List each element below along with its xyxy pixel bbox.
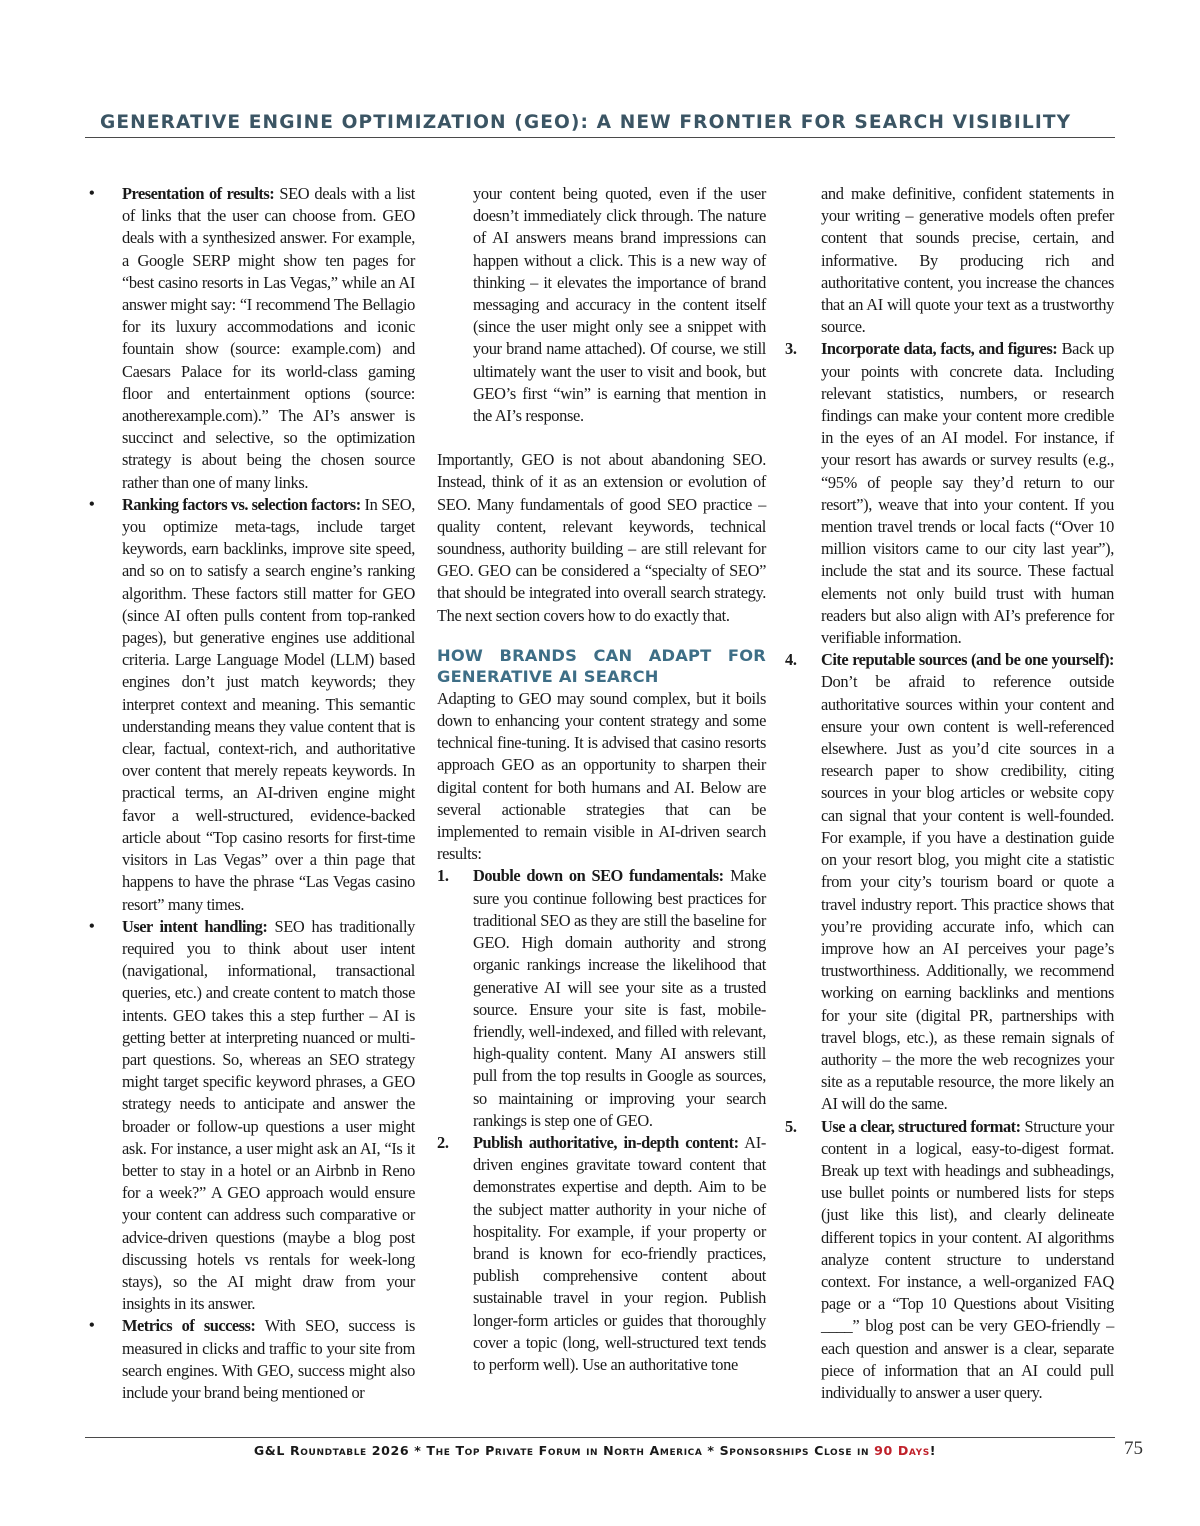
continued-text: and make definitive, confident statements in your writing – generative models often prefer content that sounds precise, certain, and informative. By producing rich and authoritative content, you increase the chances that an AI will quote your text as a trustworthy source. [821, 184, 1114, 337]
bullet-lead: Presentation of results: [122, 184, 275, 203]
footer-banner [165, 1443, 1025, 1458]
numbered-item [785, 649, 1114, 1115]
section-heading: HOW BRANDS CAN ADAPT FOR GENERATIVE AI SEARCH [437, 645, 766, 686]
item-text: AI-driven engines gravitate toward content that demonstrates expertise and depth. Aim to be the subject matter authority in your niche of hospitality. For example, if your property or brand is known for eco-friendly practices, publish comprehensive content about sustainable travel in your region. Publish longer-form articles or guides that thoroughly cover a topic (long, well-structured text tends to perform well). Use an authoritative tone [473, 1132, 767, 1374]
page-number: 75 [1124, 1438, 1143, 1459]
footer-divider [85, 1437, 1115, 1438]
bullet-text: SEO has traditionally required you to think about user intent (navigational, informational, transactional queries, etc.) and create content to match those intents. GEO takes this a step further – AI is getting better at interpreting nuanced or multi-part questions. So, whereas an SEO strategy might target specific keyword phrases, a GEO strategy needs to anticipate and answer the broader or follow-up questions a user might ask. For instance, a user might ask an AI, “Is it better to stay in a hotel or an Airbnb in Reno for a week?” A GEO approach would ensure your content can address such comparative or advice-driven questions (maybe a blog post discussing hotels vs rentals for week-long stays), so the AI might draw from your insights in its answer. [122, 916, 415, 1314]
bullet-text: With SEO, success is measured in clicks and traffic to your site from search engines. With GEO, success might also include your brand being mentioned or [122, 1316, 415, 1402]
numbered-item [437, 865, 766, 1131]
bullet-item [86, 494, 415, 916]
page-header-title: GENERATIVE ENGINE OPTIMIZATION (GEO): A NEW FRONTIER FOR SEARCH VISIBILITY [100, 112, 1072, 133]
bullet-item [86, 1315, 415, 1404]
footer-text-start: G&L Roundtable 2026 * The Top Private Forum in North America * Sponsorships Close in [253, 1443, 875, 1458]
item-text: Back up your points with concrete data. Including relevant statistics, numbers, or research findings can make your content more credible in the eyes of an AI model. For instance, if your resort has awards or survey results (e.g., “95% of people say they’d return to our resort”), weave that into your content. If you mention travel trends or local facts (“Over 10 million visitors came to our city last year”), include the stat and its source. These factual elements not only build trust with human readers but also align with AI’s preference for verifiable information. [821, 339, 1114, 648]
intro-paragraph: Adapting to GEO may sound complex, but it boils down to enhancing your content strategy and some technical fine-tuning. It is advised that casino resorts approach GEO as an opportunity to sharpen their digital content for both humans and AI. Below are several actionable strategies that can be implemented to remain visible in AI-driven search results: [437, 688, 766, 864]
bullet-lead: Metrics of success: [122, 1316, 256, 1336]
bullet-lead: Ranking factors vs. selection factors: [122, 494, 361, 514]
item-lead: Double down on SEO fundamentals: [473, 866, 724, 886]
bullet-item [86, 916, 415, 1316]
continued-text: your content being quoted, even if the user doesn’t immediately click through. The nature of AI answers means brand impressions can happen without a click. This is a new way of thinking – it elevates the importance of brand messaging and accuracy in the content itself (since the user might only see a snippet with your brand name attached). Of course, we still ultimately want the user to visit and book, but GEO’s first “win” is earning that mention in the AI’s response. [473, 184, 766, 426]
numbered-item [785, 1116, 1114, 1405]
bullet-item [86, 183, 415, 494]
footer-highlight: 90 Days [874, 1443, 930, 1458]
item-number: 5. [785, 1116, 797, 1136]
item-lead: Use a clear, structured format: [821, 1116, 1021, 1136]
item-number: 3. [785, 339, 797, 359]
numbered-item [437, 1132, 766, 1376]
body-paragraph: Importantly, GEO is not about abandoning SEO. Instead, think of it as an extension or evolution of SEO. Many fundamentals of good SEO practice – quality content, relevant keywords, technical soundness, authority building – are still relevant for GEO. GEO can be considered a “specialty of SEO” that should be integrated into overall search strategy. The next section covers how to do exactly that. [437, 450, 766, 625]
bullet-marker: • [89, 1317, 95, 1335]
bullet-marker: • [89, 185, 95, 202]
column-2 [437, 183, 766, 1376]
column-3 [785, 183, 1114, 1404]
numbered-item [785, 338, 1114, 649]
item-lead: Publish authoritative, in-depth content: [473, 1132, 739, 1152]
bullet-text: In SEO, you optimize meta-tags, include target keywords, earn backlinks, improve site speed, and so on to satisfy a search engine’s ranking algorithm. These factors still matter for GEO (since AI often pulls content from top-ranked pages), but generative engines use additional criteria. Large Language Model (LLM) based engines don’t just match keywords; they interpret context and meaning. This semantic understanding means they value content that is clear, factual, context-rich, and authoritative over content that merely repeats keywords. In practical terms, an AI-driven engine might favor a well-structured, evidence-backed article about “Top casino resorts for first-time visitors in Las Vegas” over a thin page that happens to have the phrase “Las Vegas casino resort” many times. [122, 494, 415, 914]
item-text: Structure your content in a logical, easy-to-digest format. Break up text with headings and subheadings, use bullet points or numbered lists for steps (just like this list), and clearly delineate different topics in your content. AI algorithms analyze content structure to understand context. For instance, a well-organized FAQ page or a “Top 10 Questions about Visiting ____” blog post can be very GEO-friendly – each question and answer is a clear, separate piece of information that an AI could pull individually to answer a user query. [821, 1116, 1114, 1402]
bullet-marker: • [89, 495, 95, 513]
header-divider [85, 137, 1115, 138]
item-lead: Incorporate data, facts, and figures: [821, 339, 1058, 359]
item-text: Make sure you continue following best practices for traditional SEO as they are still the baseline for GEO. High domain authority and strong organic rankings increase the likelihood that generative AI will see your site as a trusted source. Ensure your site is fast, mobile-friendly, well-indexed, and filled with relevant, high-quality content. Many AI answers still pull from the top results in Google as sources, so maintaining or improving your search rankings is step one of GEO. [473, 866, 766, 1130]
footer-text-end: ! [929, 1443, 937, 1458]
bullet-marker: • [89, 917, 95, 935]
item-number: 1. [437, 866, 449, 886]
bullet-text: SEO deals with a list of links that the user can choose from. GEO deals with a synthesized answer. For example, a Google SERP might show ten pages for “best casino resorts in Las Vegas,” while an AI answer might say: “I recommend The Bellagio for its luxury accommodations and iconic fountain show (source: example.com) and Caesars Palace for its world-class gaming floor and entertainment options (source: anotherexample.com).” The AI’s answer is succinct and selective, so the optimization strategy is about being the chosen source rather than one of many links. [122, 184, 415, 492]
item-number: 4. [785, 650, 797, 670]
bullet-lead: User intent handling: [122, 916, 268, 936]
item-number: 2. [437, 1132, 449, 1152]
item-lead: Cite reputable sources (and be one yourself): [821, 650, 1114, 670]
item-text: Don’t be afraid to reference outside authoritative sources within your content and ensure your own content is well-referenced elsewhere. Just as you’d cite sources in a research paper to show credibility, citing sources in your blog articles or website copy can signal that your content is well-founded. For example, if you have a destination guide on your resort blog, you might cite a statistic from your city’s tourism board or quote a travel industry report. This practice shows that you’re providing accurate info, which can improve how an AI perceives your page’s trustworthiness. Additionally, we recommend working on earning backlinks and mentions for your site (digital PR, partnerships with travel blogs, etc.), as these remain signals of authority – the more the web recognizes your site as a reputable resource, the more likely an AI will do the same. [821, 672, 1114, 1114]
column-1 [86, 183, 415, 1404]
